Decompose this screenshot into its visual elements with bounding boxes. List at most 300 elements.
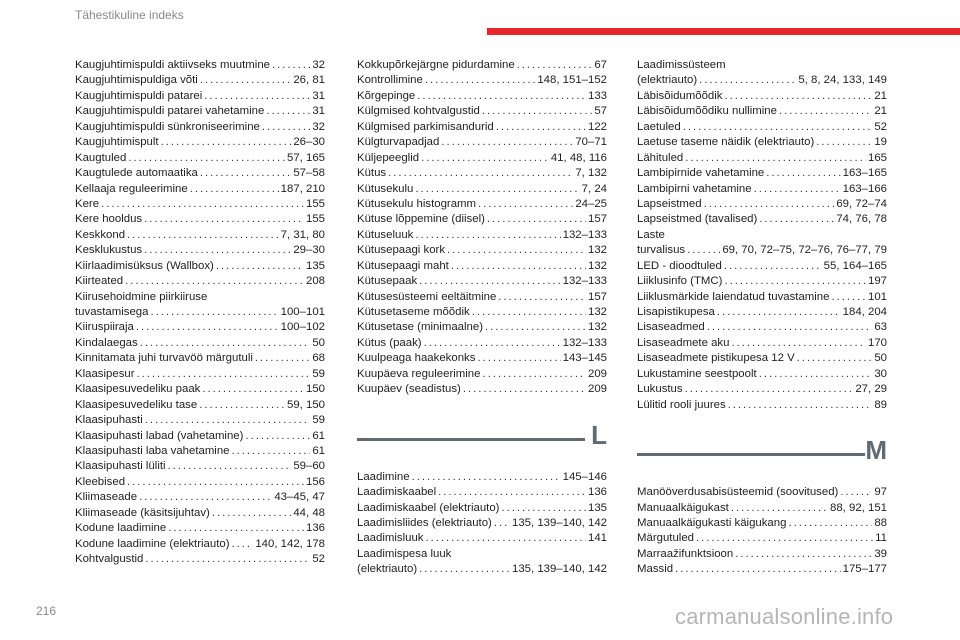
index-entry [637, 166, 887, 181]
entry-term: Klaasipesuvedeliku paak [75, 383, 201, 396]
dot-leader [441, 135, 573, 150]
entry-pages: 155 [305, 213, 325, 226]
entry-term: Lisaseadmete aku [637, 336, 730, 349]
entry-term: Lisapistikupesa [637, 306, 715, 318]
index-entry [75, 459, 325, 474]
entry-term: Kaugtuled [75, 151, 127, 164]
dot-leader [232, 537, 254, 552]
entry-pages: 11 [875, 532, 887, 545]
entry-term: Laadimisliides (elektriauto) [357, 516, 492, 529]
index-entry [75, 212, 325, 227]
entry-term: Külgmised parkimisandurid [357, 120, 494, 133]
entry-pages: 41, 48, 116 [550, 151, 607, 164]
dot-leader [266, 104, 310, 119]
entry-pages: 155 [305, 197, 325, 210]
dot-leader [425, 73, 535, 88]
entry-pages: 26, 81 [293, 74, 325, 87]
entry-term: Klaasipuhasti laba vahetamine [75, 444, 230, 457]
entry-pages: 135, 139–140, 142 [511, 516, 607, 529]
dot-leader [451, 259, 586, 274]
dot-leader [685, 382, 854, 397]
dot-leader [144, 243, 291, 258]
entry-pages: 100–102 [280, 321, 325, 334]
dot-leader [168, 459, 292, 474]
entry-pages: 27, 29 [855, 383, 887, 396]
entry-term: Kütusetase (minimaalne) [357, 321, 483, 334]
dot-leader [447, 243, 586, 258]
dot-leader [200, 73, 291, 88]
dot-leader [687, 243, 720, 258]
dot-leader [724, 259, 822, 274]
entry-pages: 31 [312, 89, 325, 102]
entry-pages: 157 [587, 213, 607, 226]
entry-pages: 132 [587, 321, 607, 334]
entry-term: (elektriauto) [637, 74, 698, 87]
index-entry [637, 182, 887, 197]
index-entry [637, 305, 887, 320]
dot-leader [127, 475, 304, 490]
entry-term: (elektriauto) [357, 563, 418, 576]
entry-term: Kliimaseade (käsitsijuhtav) [75, 506, 210, 519]
entry-term: Lapseistmed (tavalised) [637, 213, 758, 226]
index-entry [637, 501, 887, 516]
index-entry [357, 516, 607, 531]
index-entry [637, 382, 887, 397]
index-entry [357, 212, 607, 227]
entry-term: Kiirteated [75, 275, 124, 288]
entry-pages: 136 [587, 486, 607, 499]
index-entry [75, 228, 325, 243]
index-entry [75, 290, 325, 305]
index-entry [637, 104, 887, 119]
index-entry [75, 120, 325, 135]
entry-term: Kütusesüsteemi eeltäitmine [357, 290, 497, 303]
index-entry [75, 367, 325, 382]
entry-pages: 143–145 [562, 352, 607, 365]
entry-term: Laadimisluuk [357, 532, 424, 545]
index-entry [637, 531, 887, 546]
index-entry [75, 259, 325, 274]
entry-term: Klaasipuhasti lüliti [75, 460, 166, 473]
entry-term: Kütusepaak [357, 275, 418, 288]
entry-term: Laadimiskaabel (elektriauto) [357, 501, 500, 514]
dot-leader [415, 182, 579, 197]
entry-pages: 52 [312, 553, 325, 565]
dot-leader [731, 336, 866, 351]
index-entry [75, 182, 325, 197]
dot-leader [424, 336, 561, 351]
entry-term: Kütus [357, 167, 387, 180]
section-divider [637, 435, 887, 481]
entry-pages: 57–58 [293, 167, 325, 180]
entry-pages: 39 [874, 547, 887, 560]
entry-pages: 89 [874, 398, 887, 411]
index-entry [637, 547, 887, 562]
entry-term: Klaasipuhasti labad (vahetamine) [75, 429, 244, 442]
dot-leader [144, 212, 304, 227]
entry-pages: 208 [305, 275, 325, 288]
dot-leader [412, 470, 561, 485]
index-entry [357, 367, 607, 382]
entry-term: Läbisõidumõõdik [637, 89, 723, 102]
dot-leader [161, 135, 292, 150]
dot-leader [425, 531, 586, 546]
entry-pages: 156 [305, 475, 325, 488]
entry-pages: 32 [312, 59, 325, 71]
index-entry [637, 274, 887, 289]
index-entry [357, 382, 607, 397]
entry-pages: 59 [312, 414, 325, 427]
dot-leader [145, 413, 311, 428]
dot-leader [200, 166, 291, 181]
dot-leader [731, 501, 828, 516]
entry-pages: 184, 204 [842, 306, 887, 318]
entry-pages: 74, 76, 78 [836, 213, 887, 226]
entry-term: Kellaaja reguleerimine [75, 182, 188, 195]
index-entry [357, 151, 607, 166]
entry-term: Laetuse taseme näidik (elektriauto) [637, 136, 815, 149]
index-entry [75, 58, 325, 73]
index-entry [357, 58, 607, 73]
entry-term: Küljepeeglid [357, 151, 420, 164]
index-entry [637, 290, 887, 305]
dot-leader [675, 562, 841, 577]
dot-leader [685, 151, 866, 166]
entry-pages: 29–30 [293, 244, 325, 257]
index-entry [357, 485, 607, 500]
index-entry [637, 320, 887, 335]
dot-leader [735, 547, 872, 562]
entry-term: Manuaalkäigukasti käigukang [637, 516, 787, 529]
entry-pages: 43–45, 47 [274, 491, 325, 504]
dot-leader [699, 73, 796, 88]
entry-pages: 30 [874, 367, 887, 380]
dot-leader [788, 516, 872, 531]
index-entry [357, 290, 607, 305]
index-entry [637, 485, 887, 500]
index-entry [357, 166, 607, 181]
index-entry [357, 305, 607, 320]
entry-term: Lambipirnide vahetamine [637, 167, 765, 180]
dot-leader [724, 274, 866, 289]
page-number: 216 [36, 604, 57, 618]
index-entry [637, 259, 887, 274]
header-title: Tähestikuline indeks [75, 8, 184, 22]
section-rule [637, 453, 865, 456]
dot-leader [840, 485, 872, 500]
entry-term: Kütusepaagi kork [357, 244, 446, 257]
dot-leader [125, 274, 304, 289]
dot-leader [683, 120, 873, 135]
entry-term: Kütus (paak) [357, 336, 422, 349]
entry-term: Kuupäev (seadistus) [357, 383, 461, 396]
entry-pages: 19 [874, 136, 887, 149]
index-entry [75, 89, 325, 104]
index-entry [637, 398, 887, 413]
entry-term: Kesklukustus [75, 244, 143, 257]
index-entry [637, 120, 887, 135]
dot-leader [482, 104, 592, 119]
index-entry [637, 89, 887, 104]
entry-pages: 63 [874, 321, 887, 334]
entry-pages: 44, 48 [293, 506, 325, 519]
entry-term: Kütuse lõppemine (diisel) [357, 213, 485, 226]
entry-pages: 21 [874, 89, 887, 102]
index-entry [637, 151, 887, 166]
dot-leader [136, 320, 279, 335]
index-entry [637, 243, 887, 258]
entry-term: turvalisus [637, 244, 686, 257]
entry-pages: 59–60 [293, 460, 325, 473]
entry-pages: 140, 142, 178 [255, 537, 325, 550]
index-entry [75, 537, 325, 552]
index-entry [637, 351, 887, 366]
dot-leader [101, 197, 304, 212]
index-entry [75, 382, 325, 397]
index-entry [357, 274, 607, 289]
entry-term: Kaugjuhtimispuldi patarei [75, 89, 203, 102]
entry-pages: 135 [305, 259, 325, 272]
dot-leader [759, 212, 834, 227]
index-entry [357, 501, 607, 516]
index-entry [357, 228, 607, 243]
entry-pages: 7, 24 [581, 182, 607, 195]
index-entry [637, 516, 887, 531]
entry-pages: 163–166 [842, 182, 887, 195]
index-entry [637, 228, 887, 243]
entry-pages: 209 [587, 367, 607, 380]
dot-leader [482, 367, 586, 382]
entry-pages: 135 [587, 501, 607, 514]
index-entry [75, 336, 325, 351]
entry-pages: 165 [867, 151, 887, 164]
entry-term: Lähituled [637, 151, 684, 164]
entry-term: Kütusekulu histogramm [357, 197, 477, 210]
dot-leader [204, 89, 310, 104]
entry-pages: 132–133 [562, 336, 607, 349]
index-entry [637, 135, 887, 150]
entry-pages: 32 [312, 120, 325, 133]
entry-pages: 175–177 [842, 563, 887, 576]
entry-term: Laadimiskaabel [357, 486, 437, 499]
entry-pages: 170 [867, 336, 887, 349]
entry-pages: 31 [312, 105, 325, 118]
index-entry [75, 429, 325, 444]
entry-term: Kõrgepinge [357, 89, 416, 102]
dot-leader [212, 506, 291, 521]
entry-pages: 148, 151–152 [537, 74, 607, 87]
entry-pages: 26–30 [293, 136, 325, 149]
dot-leader [216, 259, 304, 274]
entry-term: Klaasipesuvedeliku tase [75, 398, 198, 411]
entry-pages: 50 [874, 352, 887, 365]
dot-leader [498, 290, 586, 305]
dot-leader [388, 166, 573, 181]
entry-term: Kinnitamata juhi turvavöö märgutuli [75, 352, 253, 365]
entry-term: Kütusetaseme mõõdik [357, 306, 470, 318]
dot-leader [779, 104, 872, 119]
dot-leader [766, 166, 840, 181]
index-entry [357, 351, 607, 366]
dot-leader [202, 382, 304, 397]
entry-pages: 187, 210 [280, 182, 325, 195]
index-entry [75, 320, 325, 335]
index-entry [75, 135, 325, 150]
entry-pages: 163–165 [842, 167, 887, 180]
index-entry [357, 320, 607, 335]
index-entry [637, 367, 887, 382]
entry-pages: 7, 132 [575, 167, 607, 180]
entry-term: Kütusepaagi maht [357, 259, 449, 272]
entry-term: Kodune laadimine [75, 522, 167, 535]
dot-leader [487, 212, 586, 227]
entry-pages: 21 [874, 105, 887, 118]
dot-leader [517, 58, 593, 73]
entry-term: Kaugjuhtimispuldi patarei vahetamine [75, 105, 265, 118]
entry-term: Lülitid rooli juures [637, 398, 726, 411]
section-rule [357, 438, 585, 441]
dot-leader [190, 182, 279, 197]
entry-term: Kaugjuhtimispuldi aktiivseks muutmine [75, 59, 270, 71]
entry-pages: 157 [587, 290, 607, 303]
index-entry [357, 89, 607, 104]
entry-pages: 101 [867, 290, 887, 303]
dot-leader [477, 351, 560, 366]
dot-leader [262, 120, 310, 135]
entry-term: Klaasipesur [75, 367, 135, 380]
entry-pages: 150 [305, 383, 325, 396]
dot-leader [137, 367, 311, 382]
entry-term: Manööverdusabisüsteemid (soovitused) [637, 486, 839, 499]
entry-term: Lisaseadmete pistikupesa 12 V [637, 352, 795, 365]
entry-pages: 135, 139–140, 142 [511, 563, 607, 576]
entry-term: Kuulpeaga haakekonks [357, 352, 476, 365]
entry-term: Kütuseluuk [357, 228, 414, 241]
index-entry [637, 336, 887, 351]
dot-leader [494, 516, 510, 531]
entry-pages: 141 [587, 532, 607, 545]
index-entry [75, 475, 325, 490]
entry-pages: 132 [587, 244, 607, 257]
dot-leader [728, 398, 873, 413]
dot-leader [478, 197, 573, 212]
entry-term: Keskkond [75, 228, 126, 241]
entry-term: Lukustamine seestpoolt [637, 367, 757, 380]
dot-leader [421, 151, 549, 166]
index-entry [357, 470, 607, 485]
entry-pages: 7, 31, 80 [280, 228, 325, 241]
entry-pages: 132–133 [562, 275, 607, 288]
entry-pages: 59 [312, 367, 325, 380]
dot-leader [816, 135, 872, 150]
entry-pages: 68 [312, 352, 325, 365]
index-entry [357, 197, 607, 212]
index-entry [357, 73, 607, 88]
header-accent-bar [487, 28, 960, 35]
dot-leader [463, 382, 586, 397]
index-entry [75, 351, 325, 366]
dot-leader [696, 531, 873, 546]
index-entry [637, 212, 887, 227]
index-entry [75, 490, 325, 505]
entry-term: Külgturvapadjad [357, 136, 440, 149]
dot-leader [419, 562, 510, 577]
entry-pages: 136 [305, 522, 325, 535]
dot-leader [139, 490, 272, 505]
entry-term: Kokkupõrkejärgne pidurdamine [357, 59, 515, 71]
index-entry [357, 531, 607, 546]
entry-term: tuvastamisega [75, 306, 149, 318]
entry-pages: 100–101 [280, 306, 325, 318]
entry-term: Kere [75, 197, 100, 210]
entry-pages: 55, 164–165 [823, 259, 887, 272]
index-entry [75, 398, 325, 413]
dot-leader [797, 351, 873, 366]
entry-pages: 132 [587, 259, 607, 272]
dot-leader [831, 290, 866, 305]
entry-term: Massid [637, 563, 674, 576]
entry-pages: 57, 165 [286, 151, 325, 164]
dot-leader [272, 58, 310, 73]
entry-term: Lambipirni vahetamine [637, 182, 752, 195]
entry-pages: 132–133 [562, 228, 607, 241]
index-entry [357, 562, 607, 577]
index-entry [357, 243, 607, 258]
dot-leader [707, 320, 873, 335]
entry-term: Laadimissüsteem [637, 59, 726, 71]
section-letter: L [591, 419, 607, 450]
dot-leader [501, 501, 586, 516]
index-entry [637, 197, 887, 212]
entry-term: Kindalaegas [75, 336, 138, 349]
entry-term: Kere hooldus [75, 213, 143, 226]
entry-term: Kodune laadimine (elektriauto) [75, 537, 230, 550]
entry-term: Laadimine [357, 470, 410, 483]
index-column-1 [75, 58, 325, 567]
entry-term: Kaugtulede automaatika [75, 167, 198, 180]
entry-term: Kaugjuhtimispult [75, 136, 159, 149]
index-entry [637, 73, 887, 88]
entry-term: Manuaalkäigukast [637, 501, 729, 514]
dot-leader [140, 336, 311, 351]
dot-leader [415, 228, 560, 243]
entry-term: Kiirlaadimisüksus (Wallbox) [75, 259, 214, 272]
dot-leader [438, 485, 586, 500]
entry-term: Kaugjuhtimispuldiga võti [75, 74, 198, 87]
dot-leader [759, 367, 873, 382]
entry-term: Kohtvalgustid [75, 553, 144, 565]
entry-term: Laste [637, 228, 665, 241]
index-entry [75, 506, 325, 521]
index-entry [75, 274, 325, 289]
index-entry [75, 166, 325, 181]
entry-term: Lukustus [637, 383, 683, 396]
index-entry [357, 547, 607, 562]
dot-leader [128, 151, 285, 166]
entry-term: Läbisõidumõõdiku nullimine [637, 105, 777, 118]
entry-pages: 57 [594, 105, 607, 118]
dot-leader [245, 429, 310, 444]
entry-term: Kiirusehoidmine piirkiiruse [75, 290, 208, 303]
entry-pages: 69, 72–74 [836, 197, 887, 210]
entry-pages: 132 [587, 306, 607, 318]
dot-leader [232, 444, 311, 459]
entry-pages: 133 [587, 89, 607, 102]
dot-leader [717, 305, 841, 320]
index-entry [637, 58, 887, 73]
entry-pages: 61 [312, 444, 325, 457]
entry-pages: 5, 8, 24, 133, 149 [798, 74, 887, 87]
